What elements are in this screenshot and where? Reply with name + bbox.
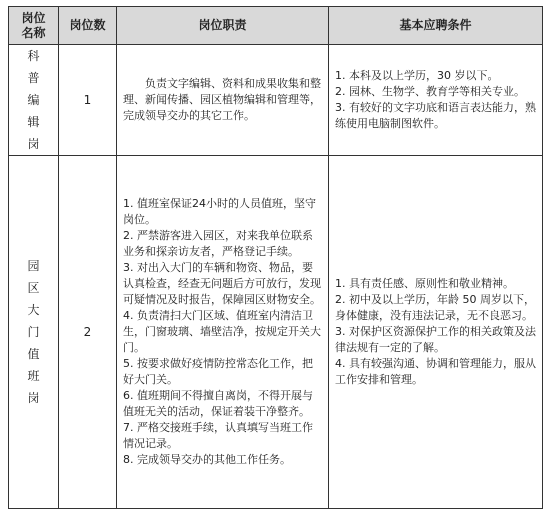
- header-row: [9, 7, 543, 45]
- recruitment-table: [8, 6, 543, 509]
- position-name-char: 科: [27, 49, 40, 63]
- table-row: [9, 156, 543, 509]
- requirement-item: 4. 具有较强沟通、协调和管理能力，服从工作安排和管理。: [335, 357, 536, 386]
- header-requirements: 基本应聘条件: [329, 7, 543, 45]
- duty-item: 7. 严格交接班手续，认真填写当班工作情况记录。: [123, 421, 313, 450]
- requirements-cell: [329, 45, 543, 156]
- position-name-char: 岗: [27, 137, 40, 151]
- duty-item: 5. 按要求做好疫情防控常态化工作，把好大门关。: [123, 357, 313, 386]
- requirement-item: 1. 本科及以上学历，30 岁以下。: [335, 69, 499, 82]
- duty-item: 3. 对出入大门的车辆和物资、物品，要认真检查，经查无问题后方可放行，发现可疑情况及时报告，保障园区财物安全。: [123, 261, 321, 306]
- duty-item: 负责文字编辑、资料和成果收集和整理、新闻传播、园区植物编辑和管理等，完成领导交办的其它工作。: [123, 77, 321, 122]
- header-count: 岗位数: [59, 7, 117, 45]
- duties-cell: [117, 45, 329, 156]
- table-row: [9, 45, 543, 156]
- position-name-char: 值: [27, 347, 40, 361]
- duty-item: 4. 负责清扫大门区域、值班室内清洁卫生，门窗玻璃、墙壁洁净，按规定开关大门。: [123, 309, 321, 354]
- duty-item: 8. 完成领导交办的其他工作任务。: [123, 453, 291, 466]
- position-name-char: 区: [27, 281, 40, 295]
- position-count-cell: 2: [59, 156, 117, 509]
- requirement-item: 3. 对保护区资源保护工作的相关政策及法律法规有一定的了解。: [335, 325, 536, 354]
- duties-cell: [117, 156, 329, 509]
- requirement-item: 1. 具有责任感、原则性和敬业精神。: [335, 277, 514, 290]
- requirements-cell: [329, 156, 543, 509]
- requirement-item: 3. 有较好的文字功底和语言表达能力，熟练使用电脑制图软件。: [335, 101, 536, 130]
- duty-item: 2. 严禁游客进入园区，对来我单位联系业务和探亲访友者，严格登记手续。: [123, 229, 313, 258]
- position-name-char: 岗: [27, 391, 40, 405]
- position-name-cell: [9, 45, 59, 156]
- header-position-name-text: 岗位名称: [21, 10, 46, 40]
- position-name-char: 园: [27, 259, 40, 273]
- position-name-char: 大: [27, 303, 40, 317]
- header-duties: 岗位职责: [117, 7, 329, 45]
- position-name-char: 班: [27, 369, 40, 383]
- position-name-char: 普: [27, 71, 40, 85]
- header-position-name: [9, 7, 59, 45]
- duty-item: 1. 值班室保证24小时的人员值班，坚守岗位。: [123, 197, 316, 226]
- position-name-char: 辑: [27, 115, 40, 129]
- requirement-item: 2. 初中及以上学历，年龄 50 周岁以下，身体健康，没有违法记录，无不良恶习。: [335, 293, 535, 322]
- position-count-cell: 1: [59, 45, 117, 156]
- requirement-item: 2. 园林、生物学、教育学等相关专业。: [335, 85, 525, 98]
- position-name-char: 门: [27, 325, 40, 339]
- position-name-char: 编: [27, 93, 40, 107]
- position-name-cell: [9, 156, 59, 509]
- duty-item: 6. 值班期间不得擅自离岗，不得开展与值班无关的活动，保证着装干净整齐。: [123, 389, 313, 418]
